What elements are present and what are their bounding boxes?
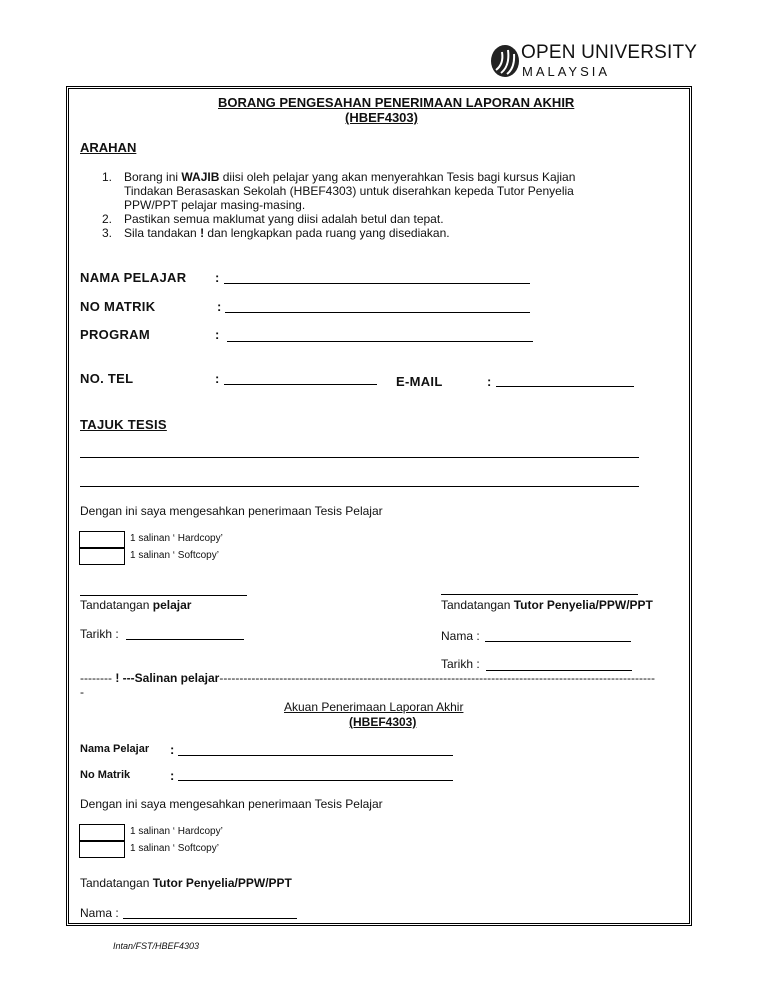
hardcopy-label: 1 salinan ‘ Hardcopy’	[130, 533, 223, 544]
tutor-signature-line[interactable]	[441, 594, 638, 595]
logo-text-malaysia: MALAYSIA	[522, 64, 611, 79]
receipt-code: (HBEF4303)	[349, 715, 417, 729]
confirmation-statement: Dengan ini saya mengesahkan penerimaan Tesis Pelajar	[80, 504, 383, 518]
email-input-line[interactable]	[496, 386, 634, 387]
cut-line-tail: -	[80, 685, 84, 699]
receipt-title: Akuan Penerimaan Laporan Akhir	[284, 700, 464, 714]
student-tarikh-input-line[interactable]	[126, 639, 244, 640]
tutor-signature-label: Tandatangan Tutor Penyelia/PPW/PPT	[441, 598, 653, 612]
field-colon: :	[215, 270, 220, 285]
tutor-nama-input-line[interactable]	[485, 641, 631, 642]
student-signature-label: Tandatangan pelajar	[80, 598, 192, 612]
field-label-program: PROGRAM	[80, 327, 150, 342]
receipt-confirmation-statement: Dengan ini saya mengesahkan penerimaan Tesis Pelajar	[80, 797, 383, 811]
receipt-nama-label: Nama :	[80, 906, 119, 920]
receipt-nama-input-line[interactable]	[178, 755, 453, 756]
instruction-2: Pastikan semua maklumat yang diisi adalah betul dan tepat.	[124, 212, 444, 226]
field-colon: :	[217, 299, 222, 314]
instruction-1-line1: Borang ini WAJIB diisi oleh pelajar yang akan menyerahkan Tesis bagi kursus Kajian	[124, 170, 576, 184]
instruction-number-3: 3.	[102, 226, 113, 240]
tajuk-tesis-input-line-2[interactable]	[80, 486, 639, 487]
receipt-softcopy-label: 1 salinan ‘ Softcopy’	[130, 843, 219, 854]
tutor-tarikh-label: Tarikh :	[441, 657, 480, 671]
field-colon: :	[215, 371, 220, 386]
field-label-email: E-MAIL	[396, 374, 443, 389]
field-label-no-tel: NO. TEL	[80, 371, 134, 386]
student-tarikh-label: Tarikh :	[80, 627, 119, 641]
receipt-hardcopy-label: 1 salinan ‘ Hardcopy’	[130, 826, 223, 837]
oum-emblem-icon	[490, 44, 520, 78]
field-label-nama-pelajar: NAMA PELAJAR	[80, 270, 187, 285]
receipt-label-nama-pelajar: Nama Pelajar	[80, 743, 150, 755]
instruction-1-line2: Tindakan Berasaskan Sekolah (HBEF4303) untuk diserahkan kepeda Tutor Penyelia	[124, 184, 574, 198]
instruction-number-2: 2.	[102, 212, 113, 226]
tutor-nama-label: Nama :	[441, 629, 480, 643]
hardcopy-checkbox[interactable]	[79, 531, 125, 548]
field-colon: :	[487, 374, 492, 389]
receipt-matrik-input-line[interactable]	[178, 780, 453, 781]
nama-pelajar-input-line[interactable]	[224, 283, 530, 284]
receipt-softcopy-checkbox[interactable]	[79, 841, 125, 858]
instruction-1-line3: PPW/PPT pelajar masing-masing.	[124, 198, 306, 212]
receipt-nama-tutor-input-line[interactable]	[123, 918, 297, 919]
instruction-number-1: 1.	[102, 170, 113, 184]
receipt-label-no-matrik: No Matrik	[80, 769, 131, 781]
program-input-line[interactable]	[227, 341, 533, 342]
receipt-tutor-signature-label: Tandatangan Tutor Penyelia/PPW/PPT	[80, 876, 292, 890]
tajuk-tesis-input-line-1[interactable]	[80, 457, 639, 458]
form-code: (HBEF4303)	[345, 110, 418, 125]
student-signature-line[interactable]	[80, 595, 247, 596]
softcopy-label: 1 salinan ‘ Softcopy’	[130, 550, 219, 561]
softcopy-checkbox[interactable]	[79, 548, 125, 565]
instruction-3: Sila tandakan ! dan lengkapkan pada ruang yang disediakan.	[124, 226, 450, 240]
footer-reference: Intan/FST/HBEF4303	[113, 941, 200, 951]
form-title: BORANG PENGESAHAN PENERIMAAN LAPORAN AKHIR	[218, 95, 575, 110]
field-label-no-matrik: NO MATRIK	[80, 299, 156, 314]
tajuk-tesis-heading: TAJUK TESIS	[80, 417, 167, 432]
instructions-heading: ARAHAN	[80, 140, 137, 155]
open-university-malaysia-logo	[490, 40, 698, 86]
no-tel-input-line[interactable]	[224, 384, 377, 385]
cut-line: -------- ! ---Salinan pelajar-------------------------------------------------------------------------------------------------------------	[80, 671, 655, 685]
logo-text-open-university: OPEN UNIVERSITY	[521, 42, 698, 63]
receipt-hardcopy-checkbox[interactable]	[79, 824, 125, 841]
field-colon: :	[215, 327, 220, 342]
no-matrik-input-line[interactable]	[225, 312, 530, 313]
receipt-colon: :	[170, 768, 175, 783]
receipt-colon: :	[170, 742, 175, 757]
